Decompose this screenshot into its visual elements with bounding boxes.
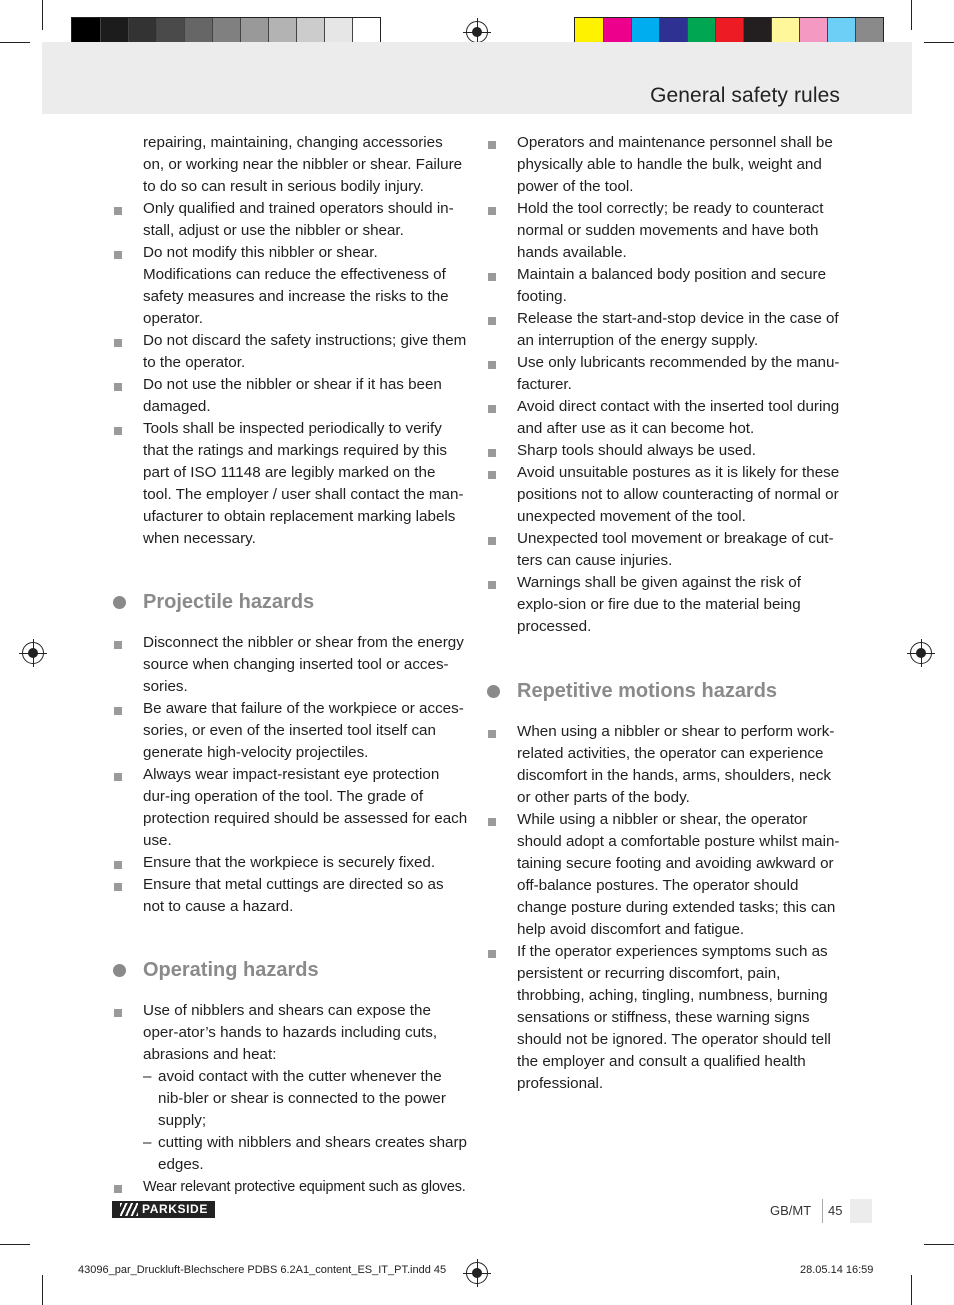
crop-mark bbox=[924, 1244, 954, 1245]
list-item: Avoid unsuitable postures as it is likely for these positions not to allow counteracting of normal or unexpected movement of the tool. bbox=[486, 462, 842, 528]
crop-mark bbox=[911, 1275, 912, 1305]
bullet-square-icon bbox=[488, 471, 496, 479]
list-item: Do not discard the safety instructions; give them to the operator. bbox=[112, 330, 468, 374]
bullet-square-icon bbox=[488, 207, 496, 215]
list-item: Only qualified and trained operators should in-stall, adjust or use the nibbler or shear. bbox=[112, 198, 468, 242]
bullet-square-icon bbox=[114, 861, 122, 869]
section-heading-repetitive: Repetitive motions hazards bbox=[486, 678, 842, 704]
bullet-square-icon bbox=[488, 273, 496, 281]
bullet-square-icon bbox=[488, 141, 496, 149]
heading-bullet-icon bbox=[113, 596, 126, 609]
list-item: If the operator experiences symptoms such as persistent or recurring discomfort, pain, throbbing, aching, tingling, numbness, burning sensations or stiffness, these warning signs should not be ignored. The operator should tell the employer and consult a qualified health professional. bbox=[486, 941, 842, 1095]
bullet-square-icon bbox=[114, 339, 122, 347]
print-slug-filename: 43096_par_Druckluft-Blechschere PDBS 6.2A1_content_ES_IT_PT.indd 45 bbox=[78, 1264, 447, 1276]
brand-logo: PARKSIDE bbox=[112, 1201, 215, 1218]
footer-divider bbox=[822, 1199, 823, 1223]
bullet-square-icon bbox=[488, 449, 496, 457]
list-item: Tools shall be inspected periodically to verify that the ratings and markings required by this part of ISO 11148 are legibly marked on the tool. The employer / user shall contact the man-ufacturer to obtain replacement marking labels when necessary. bbox=[112, 418, 468, 550]
bullet-square-icon bbox=[114, 883, 122, 891]
bullet-square-icon bbox=[488, 818, 496, 826]
bullet-square-icon bbox=[488, 317, 496, 325]
list-item: While using a nibbler or shear, the operator should adopt a comfortable posture whilst main-taining secure footing and avoiding awkward or off-balance postures. The operator should change posture during extended tasks; this can help avoid discomfort and fatigue. bbox=[486, 809, 842, 941]
footer-tab bbox=[850, 1199, 872, 1223]
registration-mark-icon bbox=[910, 642, 932, 664]
registration-mark-icon bbox=[466, 21, 488, 43]
list-item: Release the start-and-stop device in the case of an interruption of the energy supply. bbox=[486, 308, 842, 352]
dash-subitem: – avoid contact with the cutter whenever the nib-bler or shear is connected to the power supply; bbox=[143, 1068, 446, 1129]
continued-paragraph: repairing, maintaining, changing accessories on, or working near the nibbler or shear. Failure to do so can result in serious bodily injury. bbox=[143, 134, 463, 195]
list-item: Sharp tools should always be used. bbox=[486, 440, 842, 462]
bullet-square-icon bbox=[114, 641, 122, 649]
list-item: Always wear impact-resistant eye protection dur-ing operation of the tool. The grade of protection required should be assessed for each use. bbox=[112, 764, 468, 852]
footer-language: GB/MT bbox=[770, 1203, 812, 1218]
list-item: When using a nibbler or shear to perform work-related activities, the operator can experience discomfort in the hands, arms, shoulders, neck or other parts of the body. bbox=[486, 721, 842, 809]
crop-mark bbox=[0, 1244, 30, 1245]
bullet-square-icon bbox=[488, 405, 496, 413]
list-item: Unexpected tool movement or breakage of cut-ters can cause injuries. bbox=[486, 528, 842, 572]
bullet-square-icon bbox=[114, 1009, 122, 1017]
brand-stripes-icon bbox=[120, 1203, 138, 1216]
bullet-square-icon bbox=[114, 383, 122, 391]
print-slug-date: 28.05.14 16:59 bbox=[800, 1264, 874, 1276]
bullet-square-icon bbox=[488, 950, 496, 958]
registration-mark-icon bbox=[22, 642, 44, 664]
bullet-square-icon bbox=[488, 730, 496, 738]
list-item: Operators and maintenance personnel shall be physically able to handle the bulk, weight and power of the tool. bbox=[486, 132, 842, 198]
crop-mark bbox=[42, 0, 43, 30]
bullet-square-icon bbox=[114, 1185, 122, 1193]
crop-mark bbox=[924, 42, 954, 43]
list-item: Use only lubricants recommended by the manu-facturer. bbox=[486, 352, 842, 396]
registration-mark-icon bbox=[466, 1262, 488, 1284]
bullet-square-icon bbox=[488, 361, 496, 369]
bullet-square-icon bbox=[114, 251, 122, 259]
section-heading-projectile: Projectile hazards bbox=[112, 589, 468, 615]
list-item: Avoid direct contact with the inserted tool during and after use as it can become hot. bbox=[486, 396, 842, 440]
list-item: Disconnect the nibbler or shear from the energy source when changing inserted tool or acces-sories. bbox=[112, 632, 468, 698]
left-column bbox=[112, 132, 468, 1198]
list-item: Ensure that the workpiece is securely fixed. bbox=[112, 852, 468, 874]
bullet-square-icon bbox=[114, 207, 122, 215]
list-item: Do not use the nibbler or shear if it has been damaged. bbox=[112, 374, 468, 418]
list-item: Wear relevant protective equipment such as gloves. bbox=[112, 1176, 468, 1198]
list-item: Be aware that failure of the workpiece or acces-sories, or even of the inserted tool itself can generate high-velocity projectiles. bbox=[112, 698, 468, 764]
right-column bbox=[486, 132, 842, 1095]
bullet-square-icon bbox=[488, 581, 496, 589]
list-item: Ensure that metal cuttings are directed so as not to cause a hazard. bbox=[112, 874, 468, 918]
crop-mark bbox=[0, 42, 30, 43]
bullet-square-icon bbox=[114, 427, 122, 435]
crop-mark bbox=[42, 1275, 43, 1305]
bullet-square-icon bbox=[488, 537, 496, 545]
page-number: 45 bbox=[828, 1203, 843, 1218]
list-item: Do not modify this nibbler or shear. Modifications can reduce the effectiveness of safety measures and increase the risks to the operator. bbox=[112, 242, 468, 330]
crop-mark bbox=[911, 0, 912, 30]
heading-bullet-icon bbox=[487, 685, 500, 698]
list-item: Hold the tool correctly; be ready to counteract normal or sudden movements and have both hands available. bbox=[486, 198, 842, 264]
list-item: Use of nibblers and shears can expose the oper-ator’s hands to hazards including cuts, abrasions and heat: bbox=[112, 1000, 468, 1066]
section-heading-operating: Operating hazards bbox=[112, 957, 468, 983]
list-item: Warnings shall be given against the risk of explo-sion or fire due to the material being processed. bbox=[486, 572, 842, 638]
dash-subitem: – cutting with nibblers and shears creates sharp edges. bbox=[143, 1134, 467, 1173]
page-title: General safety rules bbox=[650, 84, 840, 107]
list-item: Maintain a balanced body position and secure footing. bbox=[486, 264, 842, 308]
bullet-square-icon bbox=[114, 773, 122, 781]
heading-bullet-icon bbox=[113, 964, 126, 977]
bullet-square-icon bbox=[114, 707, 122, 715]
